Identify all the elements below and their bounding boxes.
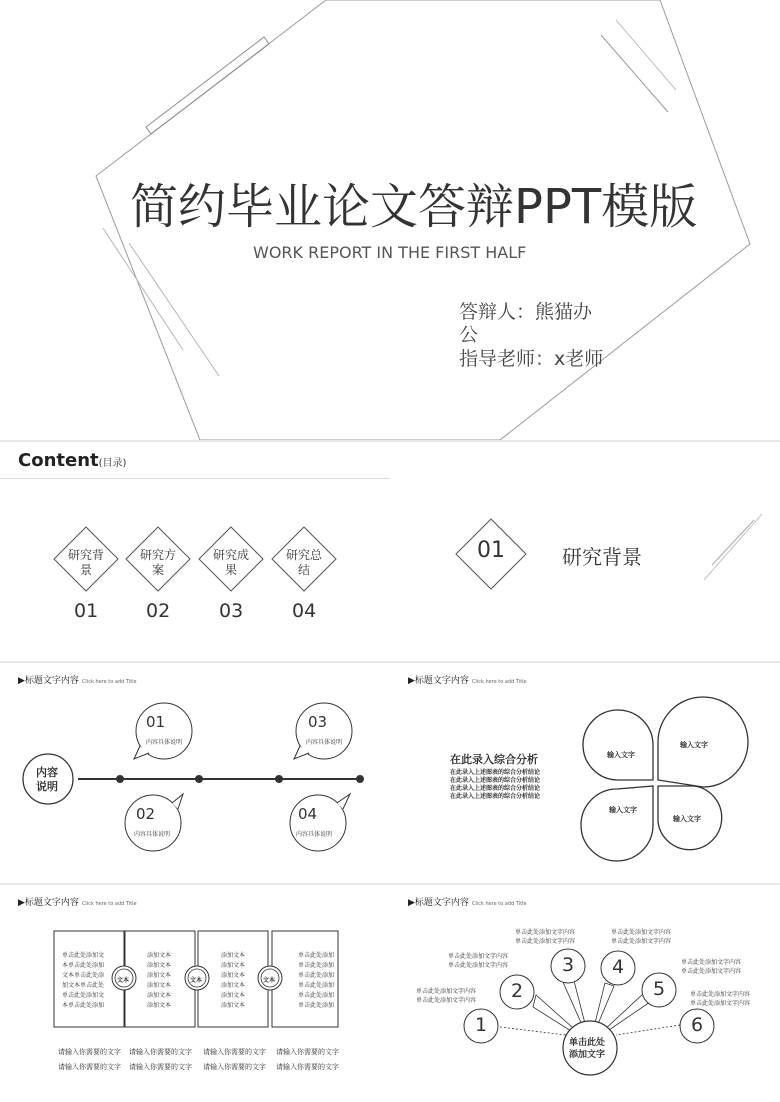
panel-caption: 请输入你需要的文字: [276, 1063, 339, 1071]
cover-subtitle: WORK REPORT IN THE FIRST HALF: [253, 243, 527, 262]
cover-slide: [0, 0, 780, 440]
panel-col2: 添加文本 添加文本 添加文本 添加文本 添加文本 添加文本: [147, 952, 172, 1009]
panel-caption: 请输入你需要的文字: [203, 1063, 266, 1071]
toc-slide: Content(目录) 研究背 景 01 研究方 案 02 研究成 果 03 研究总 结 04: [0, 442, 390, 662]
clover-slide: [390, 663, 780, 883]
panel-caption: 请输入你需要的文字: [276, 1048, 339, 1056]
radial-note: 单击此处添加文字内容: [416, 988, 477, 995]
connector-label: 文本: [117, 977, 130, 984]
timeline-center-label: 内容 说明: [36, 766, 58, 793]
header-arrow-icon: ▶: [408, 898, 415, 908]
panel-caption: 请输入你需要的文字: [203, 1048, 266, 1056]
slide-header: ▶标题文字内容 Click here to add Title: [18, 898, 137, 908]
radial-note: 单击此处添加文字内容: [690, 991, 751, 998]
toc-num: 03: [219, 600, 244, 622]
presenter-line2: 公: [459, 324, 479, 346]
radial-node-4[interactable]: 4: [612, 956, 625, 978]
panels-slide: [0, 885, 390, 1102]
radial-note: 单击此处添加文字内容: [690, 1000, 751, 1007]
radial-note: 单击此处添加文字内容: [448, 962, 509, 969]
toc-num: 01: [74, 600, 99, 622]
clover-graphic: [390, 663, 780, 883]
section-slide: [390, 442, 780, 662]
radial-node-1[interactable]: 1: [475, 1014, 488, 1036]
panel-caption: 请输入你需要的文字: [129, 1048, 192, 1056]
toc-diamonds: [0, 442, 390, 662]
panel-caption: 请输入你需要的文字: [129, 1063, 192, 1071]
header-arrow-icon: ▶: [408, 676, 415, 686]
radial-note: 单击此处添加文字内容: [515, 929, 576, 936]
toc-num: 04: [292, 600, 317, 622]
clover-line: 在此录入上述图表的综合分析结论: [450, 793, 541, 800]
radial-note: 单击此处添加文字内容: [515, 938, 576, 945]
connector-label: 文本: [263, 977, 276, 984]
radial-note: 单击此处添加文字内容: [681, 959, 742, 966]
header-arrow-icon: ▶: [18, 898, 25, 908]
slide-header: ▶标题文字内容 Click here to add Title: [18, 676, 137, 686]
clover-heading: 在此录入综合分析: [450, 753, 538, 766]
connector-label: 文本: [190, 977, 203, 984]
radial-note: 单击此处添加文字内容: [416, 997, 477, 1004]
radial-node-5[interactable]: 5: [653, 978, 666, 1000]
toc-num: 02: [146, 600, 171, 622]
timeline-graphic: [0, 663, 390, 883]
radial-note: 单击此处添加文字内容: [611, 929, 672, 936]
radial-note: 单击此处添加文字内容: [611, 938, 672, 945]
clover-line: 在此录入上述图表的综合分析结论: [450, 777, 541, 784]
radial-slide: [390, 885, 780, 1102]
section-title: 研究背景: [562, 545, 642, 569]
clover-line: 在此录入上述图表的综合分析结论: [450, 769, 541, 776]
clover-petal-tl[interactable]: 输入文字: [607, 751, 635, 759]
panel-col3: 添加文本 添加文本 添加文本 添加文本 添加文本 添加文本: [221, 952, 246, 1009]
radial-note: 单击此处添加文字内容: [681, 968, 742, 975]
cover-title: 简约毕业论文答辩PPT模版: [130, 179, 698, 235]
slide-header: ▶标题文字内容 Click here to add Title: [408, 898, 527, 908]
clover-petal-tr[interactable]: 输入文字: [680, 741, 708, 749]
clover-petal-bl[interactable]: 输入文字: [609, 806, 637, 814]
clover-petal-br[interactable]: 输入文字: [673, 815, 701, 823]
radial-node-2[interactable]: 2: [511, 980, 524, 1002]
header-arrow-icon: ▶: [18, 676, 25, 686]
radial-center-label[interactable]: 单击此处 添加文字: [569, 1038, 606, 1060]
advisor-line: 指导老师：x老师: [459, 348, 604, 370]
panel-caption: 请输入你需要的文字: [58, 1063, 121, 1071]
timeline-slide: ▶标题文字内容 Click here to add Title 内容 说明 01 内容具体说明 03 内容具体说明 02 内容具体说明 04 内容具体说明: [0, 663, 390, 883]
panel-col4: 单击此处添加 单击此处添加 单击此处添加 单击此处添加 单击此处添加 单击此处添加: [298, 952, 335, 1009]
panel-caption: 请输入你需要的文字: [58, 1048, 121, 1056]
presenter-line1: 答辩人：熊猫办: [459, 301, 593, 323]
clover-line: 在此录入上述图表的综合分析结论: [450, 785, 541, 792]
radial-note: 单击此处添加文字内容: [448, 953, 509, 960]
slide-header: ▶标题文字内容 Click here to add Title: [408, 676, 527, 686]
panel-col1: 单击此处添加文 本单击此处添加 文本单击此处添 加文本单击此处 单击此处添加文 本单击此处添加: [62, 952, 105, 1009]
section-number: 01: [477, 538, 505, 563]
radial-node-6[interactable]: 6: [691, 1014, 704, 1036]
radial-node-3[interactable]: 3: [562, 954, 575, 976]
toc-heading: Content(目录): [18, 450, 127, 471]
